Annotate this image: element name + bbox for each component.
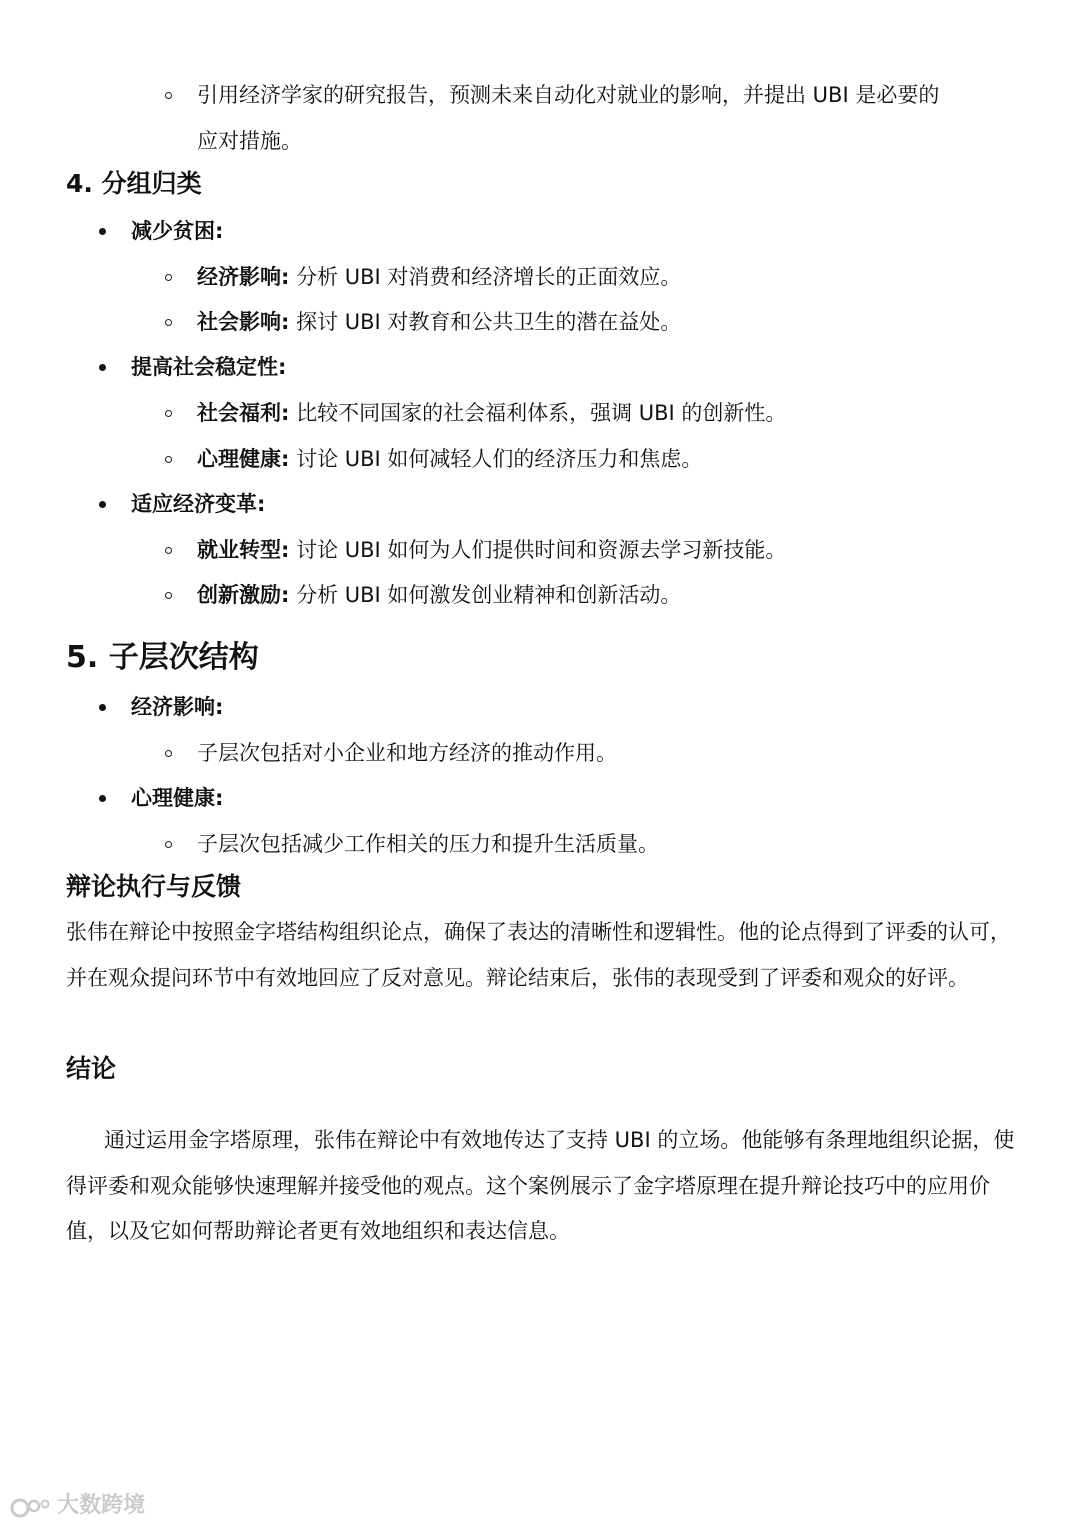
item-text: 讨论 UBI 如何为人们提供时间和资源去学习新技能。 [289, 538, 787, 562]
group-label: 经济影响: [131, 695, 224, 719]
conclusion-paragraph: 通过运用金字塔原理，张伟在辩论中有效地传达了支持 UBI 的立场。他能够有条理地组织论据，使得评委和观众能够快速理解并接受他的观点。这个案例展示了金字塔原理在提升辩论技巧中的应用价值，以及它如何帮助辩论者更有效地组织和表达信息。 [66, 1128, 1015, 1243]
list-item [197, 398, 786, 428]
group-label: 减少贫困: [131, 219, 224, 243]
item-term: 就业转型: [197, 538, 290, 562]
hollow-bullet-icon [165, 841, 172, 848]
item-term: 社会影响: [197, 310, 290, 334]
feedback-heading: 辩论执行与反馈 [66, 872, 242, 901]
bullet-icon [99, 795, 106, 802]
list-item [197, 580, 681, 610]
hollow-bullet-icon [165, 92, 172, 99]
list-item: 子层次包括减少工作相关的压力和提升生活质量。 [197, 832, 659, 856]
item-term: 经济影响: [197, 265, 290, 289]
list-item [197, 262, 681, 292]
group-label: 提高社会稳定性: [131, 355, 287, 379]
list-item [197, 444, 702, 474]
section5-heading: 5. 子层次结构 [66, 640, 259, 675]
item-term: 心理健康: [197, 447, 290, 471]
bullet-icon [99, 501, 106, 508]
item-text: 探讨 UBI 对教育和公共卫生的潜在益处。 [289, 310, 682, 334]
conclusion-heading: 结论 [66, 1054, 117, 1083]
item-text: 比较不同国家的社会福利体系，强调 UBI 的创新性。 [289, 401, 787, 425]
hollow-bullet-icon [165, 456, 172, 463]
section4-heading: 4. 分组归类 [66, 169, 202, 198]
intro-item-line1: 引用经济学家的研究报告，预测未来自动化对就业的影响，并提出 UBI 是必要的 [197, 83, 940, 107]
item-text: 讨论 UBI 如何减轻人们的经济压力和焦虑。 [289, 447, 703, 471]
intro-item-line2: 应对措施。 [197, 129, 302, 153]
watermark-text: 大数跨境 [57, 1493, 146, 1518]
bullet-icon [99, 228, 106, 235]
hollow-bullet-icon [165, 274, 172, 281]
item-text: 分析 UBI 对消费和经济增长的正面效应。 [289, 265, 682, 289]
feedback-paragraph: 张伟在辩论中按照金字塔结构组织论点，确保了表达的清晰性和逻辑性。他的论点得到了评委的认可，并在观众提问环节中有效地回应了反对意见。辩论结束后，张伟的表现受到了评委和观众的好评。 [66, 920, 1011, 990]
hollow-bullet-icon [165, 750, 172, 757]
hollow-bullet-icon [165, 319, 172, 326]
item-term: 社会福利: [197, 401, 290, 425]
list-item [197, 307, 681, 337]
watermark [10, 1493, 145, 1521]
hollow-bullet-icon [165, 547, 172, 554]
group-label: 适应经济变革: [131, 492, 266, 516]
list-item: 子层次包括对小企业和地方经济的推动作用。 [197, 741, 617, 765]
list-item [197, 535, 786, 565]
hollow-bullet-icon [165, 592, 172, 599]
hollow-bullet-icon [165, 410, 172, 417]
item-text: 分析 UBI 如何激发创业精神和创新活动。 [289, 583, 682, 607]
watermark-logo-icon [10, 1495, 52, 1521]
bullet-icon [99, 364, 106, 371]
group-label: 心理健康: [131, 786, 224, 810]
bullet-icon [99, 704, 106, 711]
item-term: 创新激励: [197, 583, 290, 607]
